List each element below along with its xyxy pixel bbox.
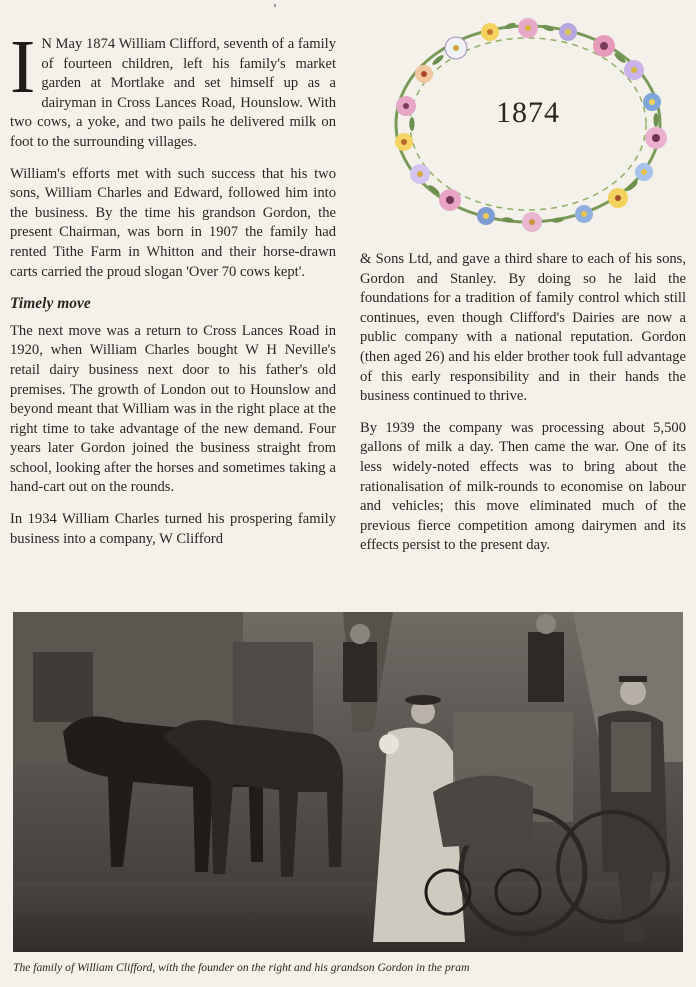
article-column-right <box>360 250 686 568</box>
pram <box>433 776 533 847</box>
paragraph-opening-text: N May 1874 William Clifford, seventh of a family of fourteen children, left his family's market garden at Mortlake and set himself up as a dairyman in Cross Lances Road, Hounslow. With two cows, a yoke, and two pails he delivered milk on foot to the surrounding villages. <box>10 36 336 150</box>
subheading-timely-move: Timely move <box>10 295 91 313</box>
historic-photograph <box>13 612 683 952</box>
page-mark <box>274 4 276 7</box>
wreath-year: 1874 <box>496 96 560 129</box>
article-column-left <box>10 25 336 561</box>
paragraph-4: In 1934 William Charles turned his prospering family business into a company, W Clifford <box>10 511 336 547</box>
drop-cap: I <box>10 25 36 109</box>
paragraph-3: The next move was a return to Cross Lances Road in 1920, when William Charles bought W H Neville's retail dairy business next door to his father's old premises. The growth of London out to Hounslow and beyond meant that William was in the right place at the right time to take advantage of the new demand. Four years later Gordon joined the business straight from school, looking after the horses and sometimes taking a hand-cart out on the rounds. <box>10 322 336 496</box>
paragraph-2: William's efforts met with such success that his two sons, William Charles and Edward, followed him into the business. By the time his grandson Gordon, the present Chairman, was born in 1907 the family had rented Tithe Farm in Whitton and their horse-drawn carts carried the proud slogan 'Over 70 cows kept'. <box>10 165 336 280</box>
photo-family-with-horse-carts <box>13 612 683 952</box>
paragraph-opening <box>10 25 336 153</box>
paragraph-6: By 1939 the company was processing about 5,500 gallons of milk a day. Then came the war. One of its less widely-noted effects was to bring about the rationalisation of milk-rounds to economise on labour and vehicles; this move eliminated much of the previous fierce competition among dairymen and its effects persist to the present day. <box>360 419 686 554</box>
paragraph-5: & Sons Ltd, and gave a third share to each of his sons, Gordon and Stanley. By doing so he laid the foundations for a tradition of family control which still continues, even though Clifford's Dairies are now a public company with a national reputation. Gordon (then aged 26) and his elder brother took full advantage of this early responsibility and in their hands the business continued to thrive. <box>360 251 686 405</box>
photo-caption: The family of William Clifford, with the founder on the right and his grandson Gordon in the pram <box>13 961 470 974</box>
